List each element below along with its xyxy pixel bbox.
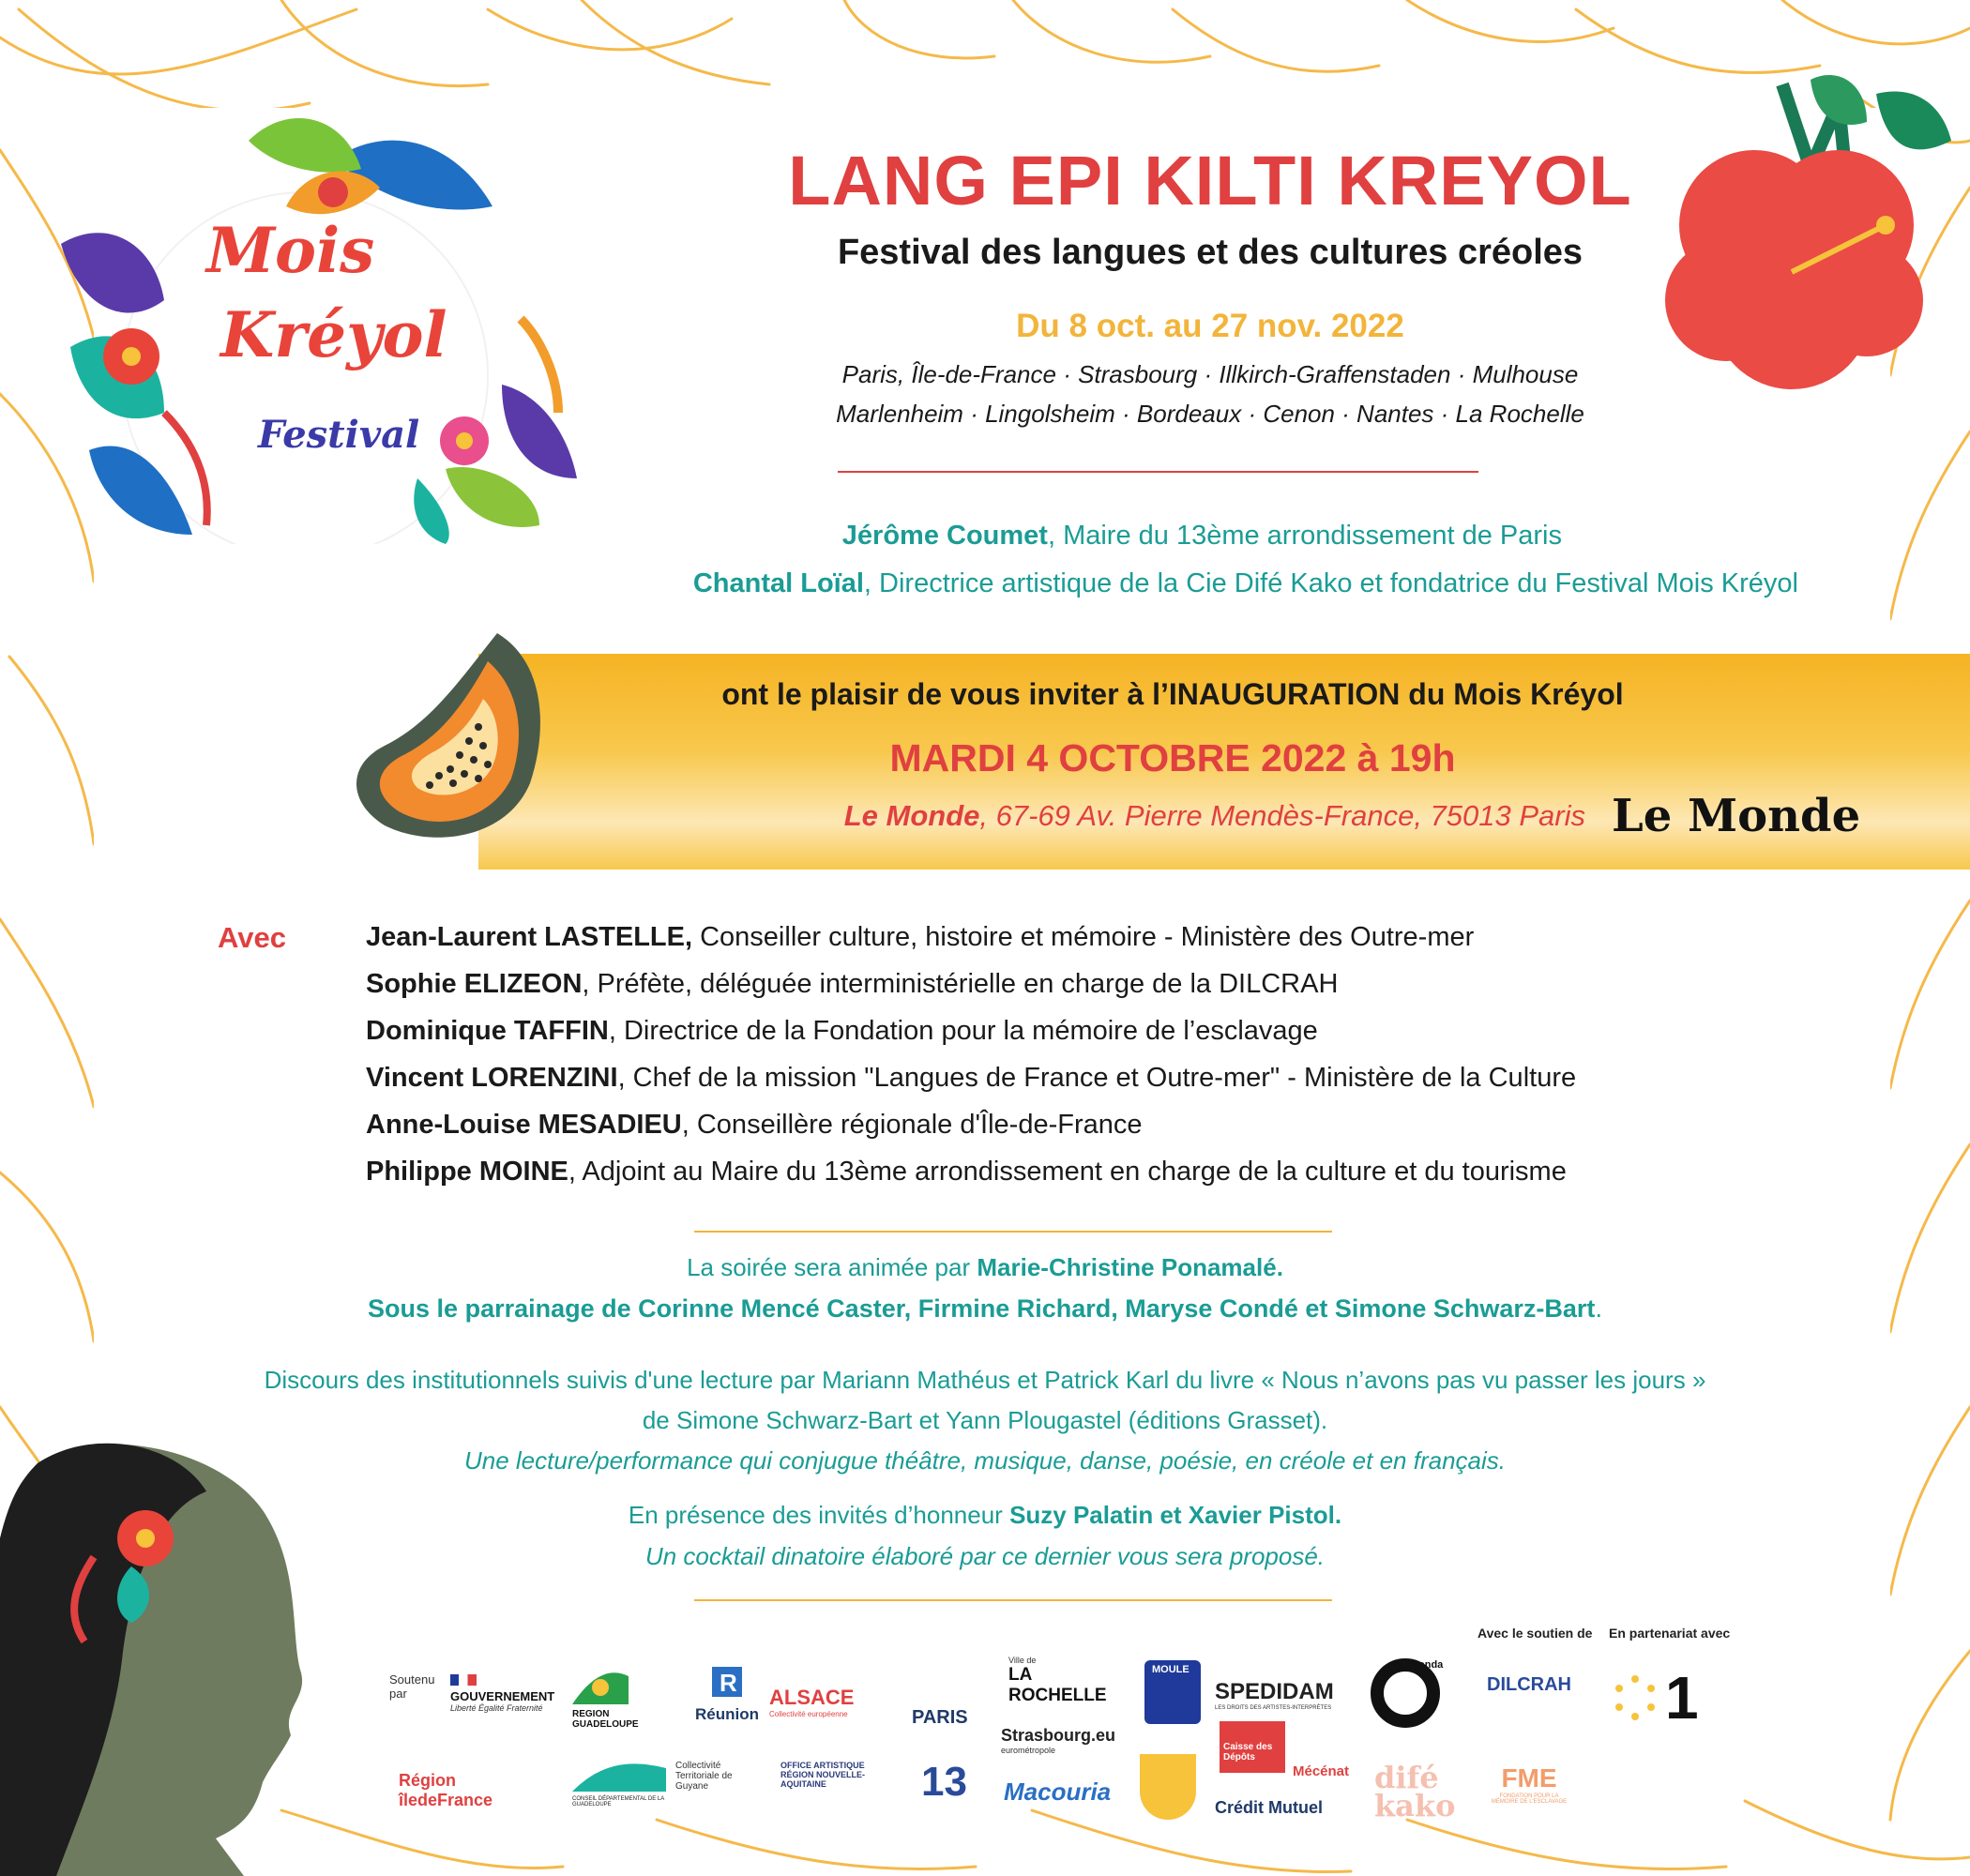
gouvernement-text: GOUVERNEMENT: [450, 1689, 555, 1703]
logo-festival: Festival: [258, 413, 420, 457]
guest-line: [366, 1016, 1318, 1047]
speech-line-2: de Simone Schwarz-Bart et Yann Plougastel (éditions Grasset).: [642, 1406, 1328, 1434]
bottom-divider: [694, 1599, 1332, 1601]
guyane-logo: [675, 1761, 765, 1792]
patronage-text: Sous le parrainage de Corinne Mencé Caster, Firmine Richard, Maryse Condé et Simone Schwarz-Bart: [368, 1294, 1596, 1323]
guyane-text: Collectivité Territoriale de Guyane: [675, 1761, 733, 1792]
oara-text: OFFICE ARTISTIQUE RÉGION NOUVELLE-AQUITAINE: [780, 1761, 866, 1789]
animation-prefix: La soirée sera animée par: [687, 1253, 977, 1281]
gouvernement-motto: Liberté Égalité Fraternité: [450, 1703, 543, 1713]
host-name: Chantal Loïal: [692, 568, 864, 598]
strasbourg-subtext: eurométropole: [1001, 1746, 1056, 1755]
host-role: , Directrice artistique de la Cie Difé Kako et fondatrice du Festival Mois Kréyol: [863, 568, 1798, 598]
gouvernement-logo: [450, 1674, 553, 1713]
guest-role: , Conseillère régionale d'Île-de-France: [681, 1110, 1143, 1140]
oara-logo: [780, 1761, 884, 1789]
dilcrah-logo: [1487, 1674, 1571, 1696]
onda-text: onda: [1418, 1659, 1444, 1671]
logo-kreyol: Kréyol: [220, 298, 447, 371]
guest-name: Philippe MOINE: [366, 1157, 568, 1187]
reunion-logo: [685, 1663, 769, 1724]
guest-line: [366, 1063, 1576, 1094]
ville-de-text: Ville de: [1008, 1656, 1037, 1665]
caisse-depots-text: Caisse des Dépôts: [1223, 1742, 1273, 1763]
strasbourg-text: Strasbourg.eu: [1001, 1726, 1116, 1745]
la-rochelle-logo: [1008, 1656, 1130, 1706]
spedidam-subtext: LES DROITS DES ARTISTES-INTERPRÈTES: [1215, 1705, 1332, 1711]
guests-divider: [694, 1231, 1332, 1233]
guest-role: Conseiller culture, histoire et mémoire - Ministère des Outre-mer: [692, 922, 1475, 952]
fme-text: FME: [1501, 1763, 1557, 1793]
mecenat-text: Mécénat: [1293, 1763, 1350, 1779]
cocktail-line: Un cocktail dinatoire élaboré par ce dernier vous sera proposé.: [644, 1542, 1326, 1570]
paris-logo: PARIS: [912, 1707, 968, 1728]
guest-name: Dominique TAFFIN: [366, 1016, 609, 1046]
host-name: Jérôme Coumet: [841, 521, 1048, 551]
animation-line: [169, 1253, 1801, 1282]
host-line-2: [56, 568, 1798, 599]
cities-line-2: Marlenheim · Lingolsheim · Bordeaux · Cenon · Nantes · La Rochelle: [836, 400, 1584, 428]
alsace-logo: [769, 1686, 896, 1718]
alsace-text: ALSACE: [769, 1686, 855, 1709]
speech-line-1: Discours des institutionnels suivis d'une lecture par Mariann Mathéus et Patrick Karl du livre « Nous n’avons pas vu passer les jours »: [264, 1366, 1706, 1394]
reunion-icon: [708, 1663, 746, 1701]
festival-dates: Du 8 oct. au 27 nov. 2022: [1016, 308, 1404, 344]
event-date: MARDI 4 OCTOBRE 2022 à 19h: [889, 736, 1456, 779]
moule-logo: [1144, 1660, 1201, 1724]
header-divider: [838, 471, 1478, 473]
soutenu-label: Soutenu par: [389, 1672, 435, 1701]
credit-mutuel-logo: Crédit Mutuel: [1215, 1798, 1323, 1817]
reading-line: Une lecture/performance qui conjugue théâtre, musique, danse, poésie, en créole et en français.: [463, 1446, 1506, 1475]
region-guadeloupe-logo: [572, 1667, 638, 1730]
alsace-subtext: Collectivité européenne: [769, 1710, 848, 1718]
france-1-ring-icon: [1612, 1674, 1659, 1721]
la-rochelle-text: LA ROCHELLE: [1008, 1665, 1107, 1705]
patronage-line: [169, 1294, 1801, 1324]
page-title: LANG EPI KILTI KREYOL: [788, 142, 1632, 219]
region-guadeloupe-text: REGION GUADELOUPE: [572, 1709, 639, 1730]
guest-line: [366, 1157, 1567, 1188]
guest-name: Sophie ELIZEON: [366, 969, 583, 999]
guest-role: , Directrice de la Fondation pour la mémoire de l’esclavage: [608, 1016, 1318, 1046]
animation-name: Marie-Christine Ponamalé.: [977, 1253, 1283, 1281]
svg-text:R: R: [720, 1669, 737, 1697]
dilcrah-text: DILCRAH: [1487, 1674, 1571, 1695]
guest-line: [366, 1110, 1142, 1141]
conseil-guadeloupe-text: CONSEIL DÉPARTEMENTAL DE LA GUADELOUPE: [572, 1796, 664, 1808]
support-label: Avec le soutien de: [1478, 1626, 1593, 1641]
venue-address: , 67-69 Av. Pierre Mendès-France, 75013 Paris: [979, 799, 1585, 832]
fme-subtext: FONDATION POUR LA MÉMOIRE DE L'ESCLAVAGE: [1491, 1793, 1568, 1805]
guest-name: Anne-Louise MESADIEU: [366, 1110, 682, 1140]
region-guadeloupe-icon: [572, 1667, 629, 1704]
page-subtitle: Festival des langues et des cultures créoles: [837, 233, 1584, 272]
reunion-text: Réunion: [695, 1705, 759, 1723]
spedidam-text: SPEDIDAM: [1215, 1679, 1334, 1704]
partner-logos: [375, 1618, 1970, 1862]
conseil-guadeloupe-logo: [572, 1759, 675, 1808]
conseil-guadeloupe-icon: [572, 1759, 666, 1792]
region-idf-logo: Région îledeFrance: [399, 1771, 493, 1809]
dife-kako-logo: difé kako: [1374, 1760, 1456, 1823]
honour-names: Suzy Palatin et Xavier Pistol.: [1009, 1501, 1342, 1529]
france-1-text: 1: [1665, 1664, 1699, 1732]
guest-name: Jean-Laurent LASTELLE,: [366, 922, 693, 952]
cities-line-1: Paris, Île-de-France · Strasbourg · Illkirch-Graffenstaden · Mulhouse: [841, 360, 1579, 388]
fme-logo: [1487, 1763, 1571, 1805]
guest-line: [366, 969, 1338, 1000]
patronage-end: .: [1595, 1294, 1602, 1323]
partnership-label: En partenariat avec: [1609, 1626, 1731, 1641]
guest-role: , Chef de la mission "Langues de France et Outre-mer" - Ministère de la Culture: [617, 1063, 1577, 1093]
venue-name: Le Monde: [843, 799, 980, 832]
festival-logo: [52, 103, 577, 544]
le-monde-logo: Le Monde: [1612, 790, 1861, 842]
guest-role: , Adjoint au Maire du 13ème arrondissement en charge de la culture et du tourisme: [568, 1157, 1567, 1187]
woman-silhouette-illustration: [0, 1426, 356, 1876]
logo-mois: Mois: [206, 214, 375, 287]
host-role: , Maire du 13ème arrondissement de Paris: [1047, 521, 1562, 551]
macouria-logo: Macouria: [1004, 1778, 1112, 1806]
guest-name: Vincent LORENZINI: [366, 1063, 618, 1093]
moule-text: MOULE: [1152, 1664, 1190, 1675]
crest-logo: [1140, 1754, 1196, 1820]
invitation-text: ont le plaisir de vous inviter à l’INAUGURATION du Mois Kréyol: [721, 677, 1624, 711]
strasbourg-logo: [1001, 1726, 1132, 1755]
spedidam-logo: [1215, 1679, 1356, 1711]
honour-guests-line: [169, 1501, 1801, 1530]
event-venue: [488, 799, 1585, 833]
host-line-1: [56, 521, 1562, 552]
guest-role: , Préfète, déléguée interministérielle en charge de la DILCRAH: [582, 969, 1339, 999]
caisse-depots-logo: [1220, 1721, 1285, 1773]
guests-label: Avec: [218, 921, 286, 954]
honour-prefix: En présence des invités d’honneur: [628, 1501, 1010, 1529]
mairie-13-logo: 13: [921, 1759, 967, 1805]
guest-line: [366, 922, 1474, 953]
